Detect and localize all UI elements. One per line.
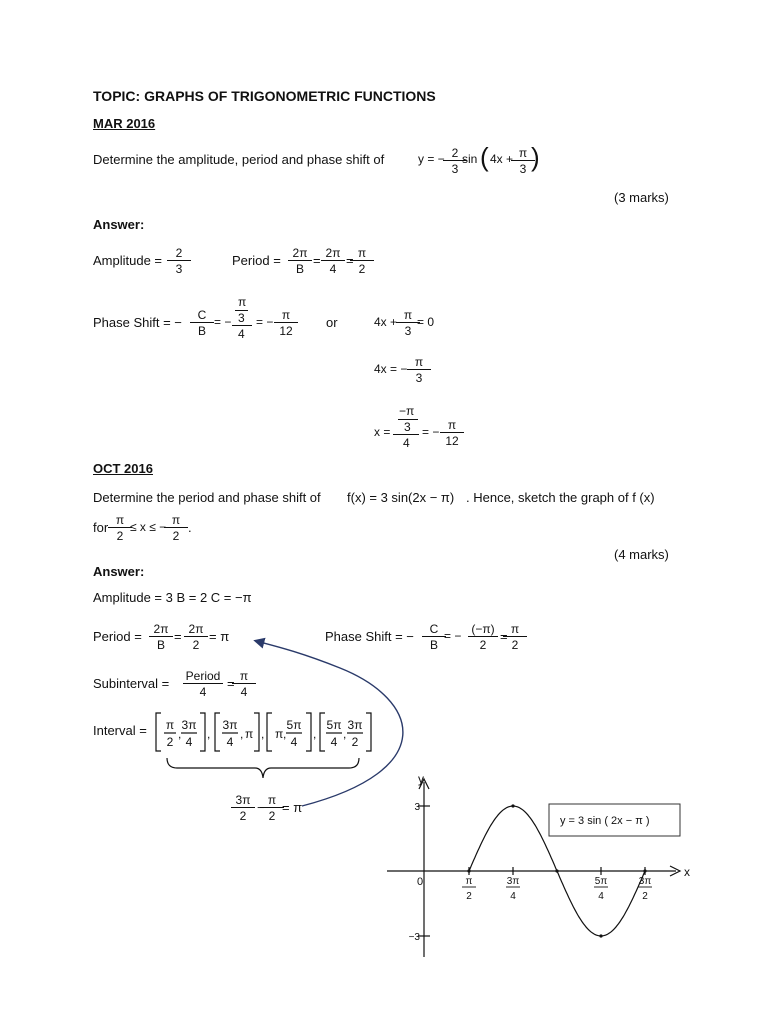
q2-sub-eq: = [227, 676, 235, 691]
interval-den: 4 [185, 735, 193, 749]
interval-num: π [165, 718, 175, 732]
q1-period-eq2: = [346, 253, 354, 268]
interval-comma: , [207, 727, 211, 741]
q1-phase-label: Phase Shift = − [93, 315, 182, 330]
q2-range-left: π 2 [105, 513, 135, 541]
interval-num: 3π [347, 718, 363, 732]
q1-period-frac1: 2π B [285, 246, 315, 274]
q2-marks: (4 marks) [614, 547, 669, 562]
q1-phase-eq1: = − [214, 315, 232, 329]
interval-den: 2 [351, 735, 359, 749]
q1-alt3-mid: 3 [404, 420, 411, 434]
q2-sub-frac: Period 4 [180, 669, 226, 697]
q1-answer-label: Answer: [93, 217, 145, 232]
q2-answer-label: Answer: [93, 564, 145, 579]
interval-comma: , [240, 727, 244, 741]
interval-den: 4 [226, 735, 234, 749]
q1-phase-result: π 12 [271, 308, 301, 336]
q2-brace-result: = π [282, 800, 303, 815]
q1-eq-phase: π 3 [508, 146, 538, 174]
q2-phase-cb: C B [419, 622, 449, 650]
interval-comma: , [261, 727, 265, 741]
interval-pi: π [245, 727, 254, 741]
q1-eq-rparen: ) [531, 142, 540, 172]
interval-num: 3π [181, 718, 197, 732]
y-axis-label: y [418, 772, 424, 786]
legend-text: y = 3 sin ( 2x − π ) [560, 815, 650, 827]
q1-phase-cf-bot: 4 [238, 327, 245, 341]
interval-den: 4 [330, 735, 338, 749]
section-title-mar-2016: MAR 2016 [93, 116, 156, 131]
q1-alt3-lhs: x = [374, 425, 391, 439]
q1-alt2-frac: π 3 [404, 355, 434, 383]
interval-comma: , [343, 727, 347, 741]
q2-range-end: . [188, 520, 192, 535]
x-tick-label-num: 3π [638, 876, 652, 887]
interval-comma: , [283, 727, 287, 741]
q1-eq-fn: sin [462, 152, 478, 166]
q2-period-frac2: 2π 2 [181, 622, 211, 650]
q2-range-mid: ≤ x ≤ − [130, 520, 167, 534]
q1-prompt: Determine the amplitude, period and phase shift of [93, 152, 385, 167]
q2-sub-label: Subinterval = [93, 676, 170, 691]
q1-alt3-top: −π [399, 404, 415, 418]
q2-prompt: Determine the period and phase shift of [93, 490, 321, 505]
data-point [555, 869, 558, 872]
q2-brace-b: π 2 [257, 793, 287, 821]
interval-num: 5π [326, 718, 342, 732]
q1-phase-cf-top: π [238, 295, 247, 309]
x-tick-label-den: 4 [510, 891, 516, 902]
q1-eq-lparen: ( [480, 142, 489, 172]
q2-interval-label: Interval = [93, 723, 147, 738]
q2-params: Amplitude = 3 B = 2 C = −π [93, 590, 252, 605]
q2-period-eq: = [174, 629, 182, 644]
x-axis-label: x [684, 865, 690, 879]
section-title-oct-2016: OCT 2016 [93, 461, 153, 476]
q1-phase-cf-mid: 3 [238, 311, 245, 325]
q1-eq-coef: 2 3 [440, 146, 470, 174]
q2-prompt-cont: . Hence, sketch the graph of f (x) [466, 490, 655, 505]
data-point [467, 869, 470, 872]
q1-alt1-lhs: 4x + [374, 315, 398, 329]
q2-phase-result: π 2 [500, 622, 530, 650]
q1-phase-eq2: = − [256, 315, 274, 329]
q1-alt3-result: π 12 [437, 418, 467, 446]
q1-alt1-rhs: = 0 [417, 315, 435, 329]
q1-alt3-eq: = − [422, 425, 440, 439]
x-tick-label-num: 3π [506, 876, 520, 887]
q1-period-frac2: 2π 4 [318, 246, 348, 274]
origin-label: 0 [417, 876, 424, 888]
q1-phase-cb: C B [187, 308, 217, 336]
q2-phase-label: Phase Shift = − [325, 629, 414, 644]
q2-period-result: = π [209, 629, 230, 644]
interval-comma: , [313, 727, 317, 741]
interval-den: 4 [290, 735, 298, 749]
q2-period-frac1: 2π B [146, 622, 176, 650]
interval-den: 2 [166, 735, 174, 749]
q1-marks: (3 marks) [614, 190, 669, 205]
x-tick-label-den: 2 [642, 891, 648, 902]
y-tick-label: −3 [408, 932, 420, 943]
q2-range-right: π 2 [161, 513, 191, 541]
interval-comma: , [178, 727, 182, 741]
q2-brace-minus: − [257, 800, 265, 815]
q1-amplitude-label: Amplitude = [93, 253, 163, 268]
q2-brace-a: 3π 2 [228, 793, 258, 821]
x-tick-label-num: 5π [594, 876, 608, 887]
q2-phase-eq2: = [500, 629, 508, 644]
q2-period-label: Period = [93, 629, 142, 644]
q2-phase-eq1: = − [444, 629, 462, 643]
q1-amplitude-value: 2 3 [164, 246, 194, 274]
interval-num: 5π [286, 718, 302, 732]
q1-period-frac3: π 2 [347, 246, 377, 274]
data-point [599, 934, 602, 937]
q1-alt1-frac: π 3 [393, 308, 423, 336]
q1-period-label: Period = [232, 253, 281, 268]
interval-num: 3π [222, 718, 238, 732]
q1-period-eq1: = [313, 253, 321, 268]
x-tick-label-den: 4 [598, 891, 604, 902]
q2-phase-neg: (−π) 2 [465, 622, 501, 650]
y-tick-label: 3 [414, 802, 420, 813]
q1-eq-inner: 4x + [490, 152, 514, 166]
q1-alt2-lhs: 4x = − [374, 362, 408, 376]
data-point [511, 804, 514, 807]
q2-sub-result: π 4 [229, 669, 259, 697]
q2-function: f(x) = 3 sin(2x − π) [347, 490, 455, 505]
interval-pi: π [275, 727, 284, 741]
q1-eq-lhs: y = − [418, 152, 445, 166]
page-title: TOPIC: GRAPHS OF TRIGONOMETRIC FUNCTIONS [93, 88, 436, 104]
q1-or-label: or [326, 315, 338, 330]
x-tick-label-num: π [465, 876, 473, 887]
q2-for-label: for [93, 520, 109, 535]
x-tick-label-den: 2 [466, 891, 472, 902]
q1-alt3-bot: 4 [403, 436, 410, 450]
data-point [643, 869, 646, 872]
